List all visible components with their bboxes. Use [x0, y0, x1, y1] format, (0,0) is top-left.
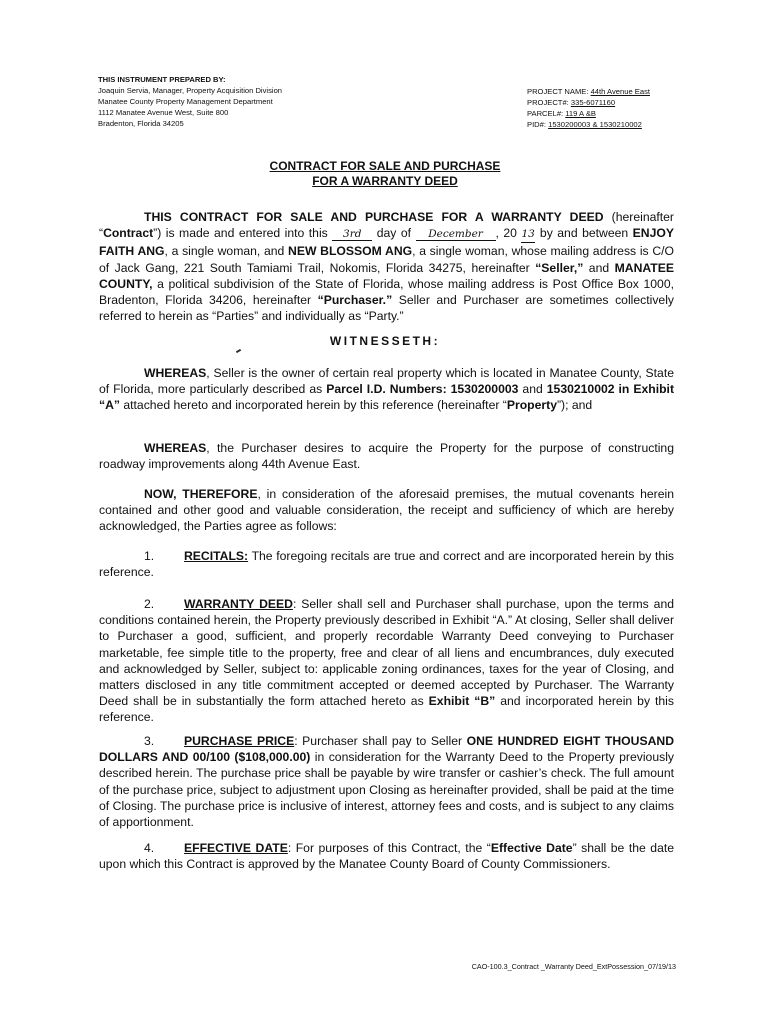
section-heading: RECITALS:	[184, 549, 249, 563]
whereas-paragraph-2	[99, 440, 674, 472]
month-field: December	[416, 228, 496, 241]
witnesseth-heading: WITNESSETH:	[329, 334, 441, 348]
section-text: : Seller shall sell and Purchaser shall purchase, upon the terms and conditions contained herein, the Property previously described in Exhibit “A.” At closing, Seller shall deliver to Purchaser a good, sufficient, and properly recordable Warranty Deed conveying to Purchaser marketable, fee simple title to the property, free and clear of all liens and encumbrances, duly executed and acknowledged by Seller, subject to: applicable zoning ordinances, taxes for the year of Closing, and matters disclosed in any title commitment accepted or deemed accepted by Purchaser. The Warranty Deed shall be in substantially the form attached hereto as	[99, 597, 674, 709]
whereas-paragraph-1	[99, 365, 674, 414]
preparer-line: Bradenton, Florida 34205	[98, 119, 184, 128]
intro-text: ”) is made and entered into this	[153, 226, 333, 241]
section-heading: WARRANTY DEED	[184, 597, 293, 611]
preparer-heading: THIS INSTRUMENT PREPARED BY:	[98, 75, 226, 84]
document-title	[0, 159, 770, 189]
effective-date-term: Effective Date	[490, 841, 573, 855]
stray-mark	[236, 349, 241, 353]
property-term: Property	[506, 398, 557, 413]
title-line-1: CONTRACT FOR SALE AND PURCHASE	[269, 159, 501, 173]
intro-text: Seller and Purchaser are sometimes collectively referred to herein as “Parties” and individually as “Party.”	[99, 293, 674, 324]
whereas-lead: WHEREAS	[144, 441, 207, 455]
project-name	[527, 86, 727, 97]
seller-name-2: NEW BLOSSOM ANG	[288, 244, 413, 259]
purchaser-definition: “Purchaser.”	[317, 293, 393, 308]
intro-text: , a single woman, and	[164, 244, 289, 259]
intro-text: by and between	[535, 226, 633, 241]
whereas-text: , the Purchaser desires to acquire the Property for the purpose of constructing roadway improvements along 44th Avenue East.	[99, 441, 674, 472]
section-text: : For purposes of this Contract, the “	[287, 841, 491, 855]
intro-text: , 20	[495, 226, 522, 241]
whereas-text: , Seller is the owner of certain real property which is located in Manatee County, State of Florida, more particularly described as	[99, 366, 674, 397]
parcel-number	[527, 108, 727, 119]
section-number: 4.	[144, 841, 155, 855]
section-heading: PURCHASE PRICE	[184, 734, 295, 748]
seller-definition: “Seller,”	[535, 260, 584, 275]
parcel-id-1: Parcel I.D. Numbers: 1530200003	[326, 382, 519, 397]
section-text: in consideration for the Warranty Deed to the Property previously described herein. The purchase price shall be payable by wire transfer or cashier’s check. The full amount of the purchase price, subject to adjustment upon Closing as hereinafter provided, shall be paid at the time of Closing. The purchase price is inclusive of interest, attorney fees and costs, and is subject to any claims of apportionment.	[99, 750, 674, 830]
section-number: 1.	[144, 549, 155, 563]
preparer-line: 1112 Manatee Avenue West, Suite 800	[98, 108, 229, 117]
intro-lead: THIS CONTRACT FOR SALE AND PURCHASE FOR A WARRANTY DEED	[144, 210, 604, 224]
intro-text: (hereinafter “	[99, 210, 674, 241]
section-text: and incorporated herein by this reference.	[99, 694, 674, 725]
intro-text: day of	[372, 226, 416, 241]
preparer-block	[98, 74, 398, 129]
pid-label: PID#:	[527, 120, 549, 129]
document-footer: CAO-100.3_Contract _Warranty Deed_ExtPossession_07/19/13	[471, 962, 676, 971]
contract-term: Contract	[103, 226, 154, 241]
exhibit-b-ref: Exhibit “B”	[428, 694, 496, 709]
whereas-text: ”); and	[556, 398, 593, 413]
year-field: 13	[521, 226, 535, 243]
section-number: 2.	[144, 597, 155, 611]
purchaser-name: MANATEE COUNTY,	[99, 260, 674, 291]
section-text: : Purchaser shall pay to Seller	[294, 734, 467, 748]
project-number-value: 335-6071160	[570, 98, 616, 107]
whereas-lead: WHEREAS	[144, 366, 207, 380]
section-recitals	[99, 548, 674, 580]
now-therefore-text: , in consideration of the aforesaid premises, the mutual covenants herein contained and other good and valuable consideration, the receipt and sufficiency of which are hereby acknowledged, the Parties agree as follows:	[99, 487, 675, 534]
now-therefore-paragraph	[99, 486, 674, 535]
parcel-id-2: 1530210002 in Exhibit “A”	[99, 382, 675, 413]
intro-text: a political subdivision of the State of Florida, whose mailing address is Post Office Box 1000, Bradenton, Florida 34206, hereinafter	[99, 276, 674, 308]
whereas-text: attached hereto and incorporated herein by this reference (hereinafter “	[120, 398, 507, 413]
preparer-line: Joaquin Servia, Manager, Property Acquisition Division	[98, 86, 283, 95]
intro-paragraph	[99, 209, 674, 324]
section-effective-date	[99, 840, 674, 872]
parcel-value: 119 A &B	[565, 109, 596, 118]
project-name-value: 44th Avenue East	[590, 87, 650, 96]
project-number	[527, 97, 727, 108]
section-text: The foregoing recitals are true and correct and are incorporated herein by this reference.	[99, 549, 674, 580]
title-line-2: FOR A WARRANTY DEED	[312, 174, 458, 188]
intro-text: , a single woman, whose mailing address is C/O of Jack Gang, 221 South Tamiami Trail, Nokomis, Florida 34275, hereinafter	[99, 244, 675, 275]
project-number-label: PROJECT#:	[527, 98, 571, 107]
section-text: ” shall be the date upon which this Contract is approved by the Manatee County Board of County Commissioners.	[99, 841, 675, 872]
seller-name-1: ENJOY FAITH ANG	[99, 226, 674, 259]
section-number: 3.	[144, 734, 155, 748]
pid-value: 1530200003 & 1530210002	[548, 120, 642, 129]
parcel-label: PARCEL#:	[527, 109, 566, 118]
day-field: 3rd	[332, 228, 372, 241]
purchase-amount: ONE HUNDRED EIGHT THOUSAND DOLLARS AND 00/100 ($108,000.00)	[99, 734, 674, 765]
intro-text: and	[583, 260, 615, 275]
pid-number	[527, 119, 727, 130]
preparer-line: Manatee County Property Management Department	[98, 97, 273, 106]
project-info-block	[527, 86, 727, 130]
project-name-label: PROJECT NAME:	[527, 87, 591, 96]
whereas-text: and	[518, 382, 547, 397]
section-purchase-price	[99, 733, 674, 830]
now-therefore-lead: NOW, THEREFORE	[144, 487, 258, 501]
section-heading: EFFECTIVE DATE	[184, 841, 288, 855]
section-warranty-deed	[99, 596, 674, 726]
